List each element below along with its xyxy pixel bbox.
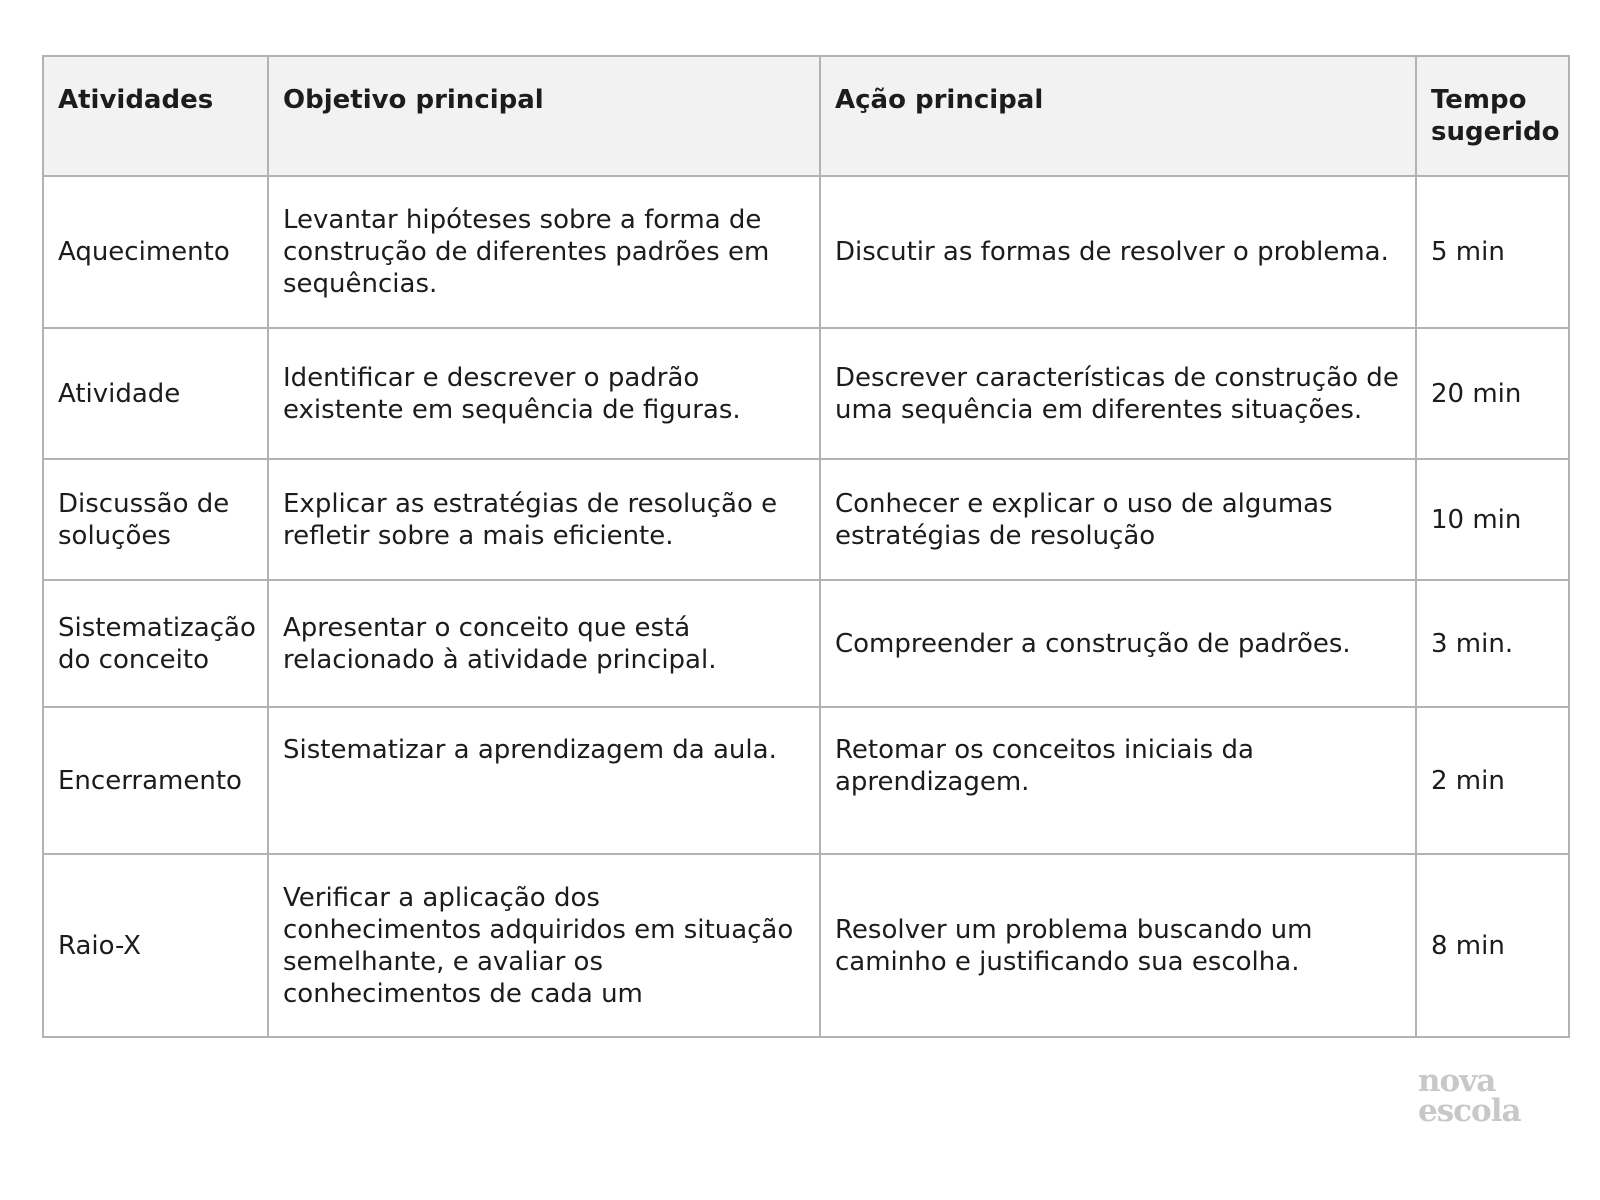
header-acao-principal: Ação principal xyxy=(820,56,1416,176)
cell-acao: Compreender a construção de padrões. xyxy=(820,580,1416,707)
cell-acao: Discutir as formas de resolver o problema. xyxy=(820,176,1416,328)
cell-acao: Retomar os conceitos iniciais da aprendizagem. xyxy=(820,707,1416,854)
header-objetivo-principal: Objetivo principal xyxy=(268,56,820,176)
cell-atividade: Encerramento xyxy=(43,707,268,854)
cell-objetivo: Verificar a aplicação dos conhecimentos adquiridos em situação semelhante, e avaliar os conhecimentos de cada um xyxy=(268,854,820,1037)
cell-tempo: 20 min xyxy=(1416,328,1569,459)
table-row xyxy=(43,459,1569,580)
nova-escola-logo xyxy=(1418,1063,1548,1129)
cell-objetivo: Explicar as estratégias de resolução e refletir sobre a mais eficiente. xyxy=(268,459,820,580)
header-row xyxy=(43,56,1569,176)
cell-objetivo: Sistematizar a aprendizagem da aula. xyxy=(268,707,820,854)
cell-tempo: 3 min. xyxy=(1416,580,1569,707)
cell-atividade: Raio-X xyxy=(43,854,268,1037)
cell-atividade: Sistematização do conceito xyxy=(43,580,268,707)
cell-acao: Descrever características de construção de uma sequência em diferentes situações. xyxy=(820,328,1416,459)
cell-tempo: 5 min xyxy=(1416,176,1569,328)
table-header xyxy=(43,56,1569,176)
table-row xyxy=(43,854,1569,1037)
cell-objetivo: Identificar e descrever o padrão existente em sequência de figuras. xyxy=(268,328,820,459)
lesson-plan-table xyxy=(42,55,1570,1038)
cell-atividade: Discussão de soluções xyxy=(43,459,268,580)
cell-tempo: 2 min xyxy=(1416,707,1569,854)
cell-tempo: 8 min xyxy=(1416,854,1569,1037)
table-body xyxy=(43,176,1569,1037)
cell-atividade: Aquecimento xyxy=(43,176,268,328)
table-row xyxy=(43,707,1569,854)
logo-line-escola: escola xyxy=(1418,1093,1521,1129)
cell-tempo: 10 min xyxy=(1416,459,1569,580)
cell-objetivo: Apresentar o conceito que está relacionado à atividade principal. xyxy=(268,580,820,707)
table-row xyxy=(43,176,1569,328)
table-row xyxy=(43,580,1569,707)
logo-line-nova: nova xyxy=(1418,1063,1496,1099)
header-atividades: Atividades xyxy=(43,56,268,176)
table-row xyxy=(43,328,1569,459)
cell-objetivo: Levantar hipóteses sobre a forma de construção de diferentes padrões em sequências. xyxy=(268,176,820,328)
cell-acao: Resolver um problema buscando um caminho e justificando sua escolha. xyxy=(820,854,1416,1037)
cell-atividade: Atividade xyxy=(43,328,268,459)
cell-acao: Conhecer e explicar o uso de algumas estratégias de resolução xyxy=(820,459,1416,580)
header-tempo-sugerido: Tempo sugerido xyxy=(1416,56,1569,176)
